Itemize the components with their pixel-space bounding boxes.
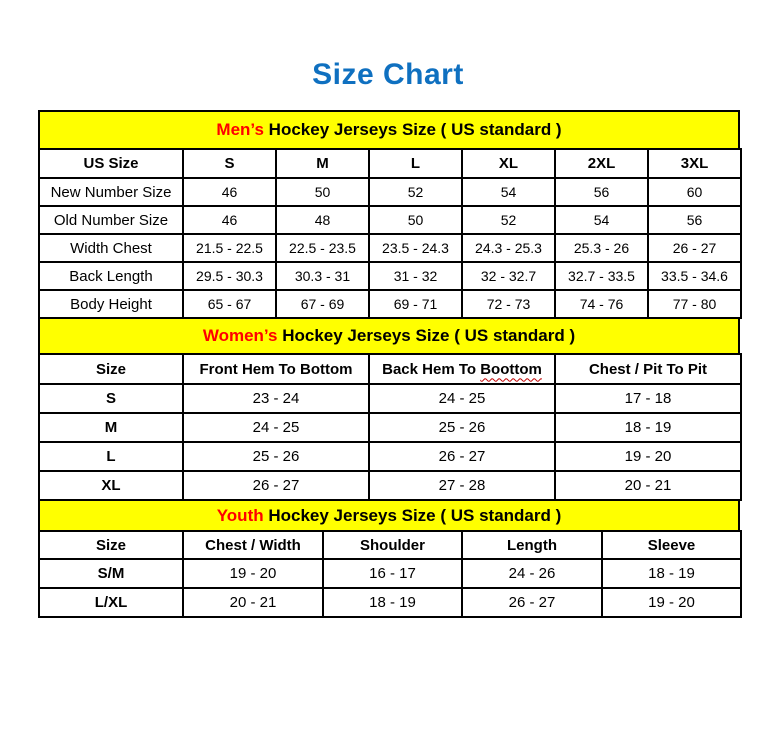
- youth-value-cell: 24 - 26: [462, 559, 602, 588]
- youth-value-cell: 19 - 20: [183, 559, 323, 588]
- mens-section: [38, 110, 740, 319]
- youth-row-label: S/M: [39, 559, 183, 588]
- mens-value-cell: 31 - 32: [369, 262, 462, 290]
- womens-banner-accent: Women’s: [202, 326, 278, 345]
- mens-value-cell: 30.3 - 31: [276, 262, 369, 290]
- mens-table-row: [39, 178, 741, 206]
- womens-row-label: XL: [39, 471, 183, 500]
- youth-value-cell: 18 - 19: [323, 588, 462, 617]
- mens-column-header: 3XL: [648, 149, 741, 178]
- womens-value-cell: 17 - 18: [555, 384, 741, 413]
- womens-value-cell: 26 - 27: [369, 442, 555, 471]
- youth-column-header: Shoulder: [323, 531, 462, 559]
- mens-value-cell: 65 - 67: [183, 290, 276, 318]
- mens-row-label: Width Chest: [39, 234, 183, 262]
- mens-column-header: M: [276, 149, 369, 178]
- womens-row-label: M: [39, 413, 183, 442]
- womens-size-table: [38, 353, 742, 501]
- mens-row-label: New Number Size: [39, 178, 183, 206]
- womens-value-cell: 26 - 27: [183, 471, 369, 500]
- mens-value-cell: 74 - 76: [555, 290, 648, 318]
- womens-column-header: Chest / Pit To Pit: [555, 354, 741, 384]
- womens-header-row: [39, 354, 741, 384]
- mens-value-cell: 32 - 32.7: [462, 262, 555, 290]
- mens-banner-rest: Hockey Jerseys Size ( US standard ): [263, 120, 562, 139]
- youth-table-row: [39, 588, 741, 617]
- mens-value-cell: 25.3 - 26: [555, 234, 648, 262]
- youth-value-cell: 16 - 17: [323, 559, 462, 588]
- womens-column-header: Back Hem To Boottom: [369, 354, 555, 384]
- mens-value-cell: 32.7 - 33.5: [555, 262, 648, 290]
- size-tables-container: [38, 110, 740, 618]
- mens-column-header: 2XL: [555, 149, 648, 178]
- womens-table-row: [39, 471, 741, 500]
- womens-section: [38, 317, 740, 501]
- mens-value-cell: 52: [462, 206, 555, 234]
- mens-value-cell: 67 - 69: [276, 290, 369, 318]
- mens-value-cell: 56: [648, 206, 741, 234]
- mens-table-row: [39, 262, 741, 290]
- youth-section: [38, 499, 740, 618]
- mens-table-row: [39, 206, 741, 234]
- mens-column-header: S: [183, 149, 276, 178]
- mens-size-table: [38, 148, 742, 319]
- mens-value-cell: 56: [555, 178, 648, 206]
- womens-value-cell: 24 - 25: [183, 413, 369, 442]
- mens-column-header: XL: [462, 149, 555, 178]
- youth-value-cell: 18 - 19: [602, 559, 741, 588]
- youth-table-banner: [38, 499, 740, 532]
- mens-row-label: Body Height: [39, 290, 183, 318]
- youth-row-label: L/XL: [39, 588, 183, 617]
- womens-column-header: Front Hem To Bottom: [183, 354, 369, 384]
- womens-table-row: [39, 442, 741, 471]
- youth-column-header: Chest / Width: [183, 531, 323, 559]
- youth-column-header: Length: [462, 531, 602, 559]
- womens-banner-rest: Hockey Jerseys Size ( US standard ): [277, 326, 576, 345]
- mens-column-header: L: [369, 149, 462, 178]
- mens-value-cell: 52: [369, 178, 462, 206]
- womens-column-header: Size: [39, 354, 183, 384]
- mens-table-banner: [38, 110, 740, 150]
- mens-value-cell: 48: [276, 206, 369, 234]
- womens-table-row: [39, 384, 741, 413]
- youth-value-cell: 19 - 20: [602, 588, 741, 617]
- womens-row-label: L: [39, 442, 183, 471]
- youth-banner-accent: Youth: [216, 505, 264, 525]
- mens-value-cell: 46: [183, 206, 276, 234]
- youth-value-cell: 26 - 27: [462, 588, 602, 617]
- womens-value-cell: 24 - 25: [369, 384, 555, 413]
- womens-value-cell: 19 - 20: [555, 442, 741, 471]
- size-chart-page: [0, 58, 776, 618]
- mens-value-cell: 69 - 71: [369, 290, 462, 318]
- mens-value-cell: 50: [369, 206, 462, 234]
- mens-value-cell: 72 - 73: [462, 290, 555, 318]
- mens-table-row: [39, 234, 741, 262]
- mens-value-cell: 54: [462, 178, 555, 206]
- mens-value-cell: 29.5 - 30.3: [183, 262, 276, 290]
- mens-value-cell: 26 - 27: [648, 234, 741, 262]
- mens-header-row: [39, 149, 741, 178]
- youth-table-row: [39, 559, 741, 588]
- womens-value-cell: 27 - 28: [369, 471, 555, 500]
- youth-column-header: Sleeve: [602, 531, 741, 559]
- mens-value-cell: 50: [276, 178, 369, 206]
- mens-table-row: [39, 290, 741, 318]
- womens-table-row: [39, 413, 741, 442]
- womens-table-banner: [38, 317, 740, 355]
- youth-size-table: [38, 530, 742, 618]
- womens-value-cell: 25 - 26: [183, 442, 369, 471]
- mens-value-cell: 33.5 - 34.6: [648, 262, 741, 290]
- mens-value-cell: 60: [648, 178, 741, 206]
- womens-row-label: S: [39, 384, 183, 413]
- womens-value-cell: 23 - 24: [183, 384, 369, 413]
- womens-value-cell: 25 - 26: [369, 413, 555, 442]
- womens-value-cell: 18 - 19: [555, 413, 741, 442]
- womens-value-cell: 20 - 21: [555, 471, 741, 500]
- youth-banner-rest: Hockey Jerseys Size ( US standard ): [263, 505, 562, 525]
- mens-value-cell: 46: [183, 178, 276, 206]
- youth-header-row: [39, 531, 741, 559]
- youth-value-cell: 20 - 21: [183, 588, 323, 617]
- mens-value-cell: 24.3 - 25.3: [462, 234, 555, 262]
- mens-value-cell: 22.5 - 23.5: [276, 234, 369, 262]
- mens-row-label: Old Number Size: [39, 206, 183, 234]
- mens-value-cell: 21.5 - 22.5: [183, 234, 276, 262]
- page-title: Size Chart: [312, 58, 464, 91]
- mens-banner-accent: Men’s: [216, 120, 264, 139]
- misspelled-word: Boottom: [480, 360, 542, 378]
- mens-value-cell: 77 - 80: [648, 290, 741, 318]
- youth-column-header: Size: [39, 531, 183, 559]
- mens-row-label: Back Length: [39, 262, 183, 290]
- mens-value-cell: 23.5 - 24.3: [369, 234, 462, 262]
- mens-column-header: US Size: [39, 149, 183, 178]
- mens-value-cell: 54: [555, 206, 648, 234]
